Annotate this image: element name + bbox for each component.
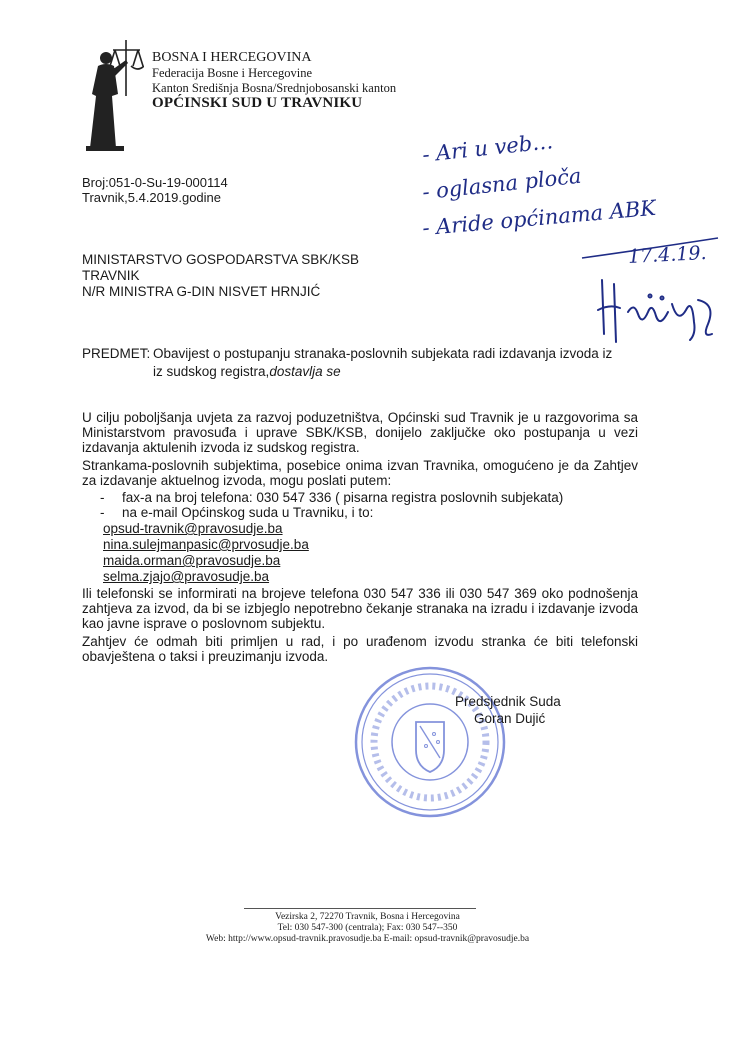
bullet-marker-1: - xyxy=(100,490,105,505)
bullet-fax: fax-a na broj telefona: 030 547 336 ( pisarna registra poslovnih subjekata) xyxy=(122,490,564,505)
footer-address: Vezirska 2, 72270 Travnik, Bosna i Hercegovina xyxy=(275,912,460,922)
recipient-ministry: MINISTARSTVO GOSPODARSTVA SBK/KSB xyxy=(82,252,360,267)
reference-number: Broj:051-0-Su-19-000114 xyxy=(82,175,228,190)
body-paragraph-2: Strankama-poslovnih subjektima, posebice onima izvan Travnika, omogućeno je da Zahtjev za izdavanje aktuelnog izvoda, mogu poslati putem: xyxy=(82,458,638,489)
header-country: BOSNA I HERCEGOVINA xyxy=(152,50,312,65)
handwritten-note-3: - Aride općinama ABK xyxy=(421,195,657,241)
recipient-attention: N/R MINISTRA G-DIN NISVET HRNJIĆ xyxy=(82,284,321,299)
subject-text-line2 xyxy=(153,364,341,379)
bullet-marker-2: - xyxy=(100,505,105,520)
body-paragraph-3: Ili telefonski se informirati na brojeve telefona 030 547 336 ili 030 547 369 oko podnošenja zahtjeva za izvod, da bi se izbjeglo nepotrebno čekanje stranaka na izradu i izdavanje izvoda kao javne isprave o poslovnom subjektu. xyxy=(82,586,638,632)
handwritten-date: 17.4.19. xyxy=(627,241,708,269)
justice-emblem-icon xyxy=(82,36,144,154)
footer-divider xyxy=(244,908,476,909)
footer-phones: Tel: 030 547-300 (centrala); Fax: 030 547--350 xyxy=(277,923,458,933)
header-canton: Kanton Središnja Bosna/Srednjobosanski kanton xyxy=(152,81,397,95)
email-link-selma[interactable]: selma.zjajo@pravosudje.ba xyxy=(103,569,270,584)
subject-text-line2-italic: dostavlja se xyxy=(269,364,341,379)
handwritten-signature-icon xyxy=(590,264,720,348)
header-court-name: OPĆINSKI SUD U TRAVNIKU xyxy=(152,95,363,111)
subject-text-line1: Obavijest o postupanju stranaka-poslovnih subjekata radi izdavanja izvoda iz xyxy=(153,346,613,361)
body-paragraph-1: U cilju poboljšanja uvjeta za razvoj poduzetništva, Općinski sud Travnik je u razgovorima sa Ministarstvom pravosuđa i uprave SBK/KSB, donijelo zaključke oko postupanja u vezi izdavanja aktulenih izvoda iz sudskog registra. xyxy=(82,410,638,456)
bullet-email: na e-mail Općinskog suda u Travniku, i to: xyxy=(122,505,374,520)
email-link-maida[interactable]: maida.orman@pravosudje.ba xyxy=(103,553,281,568)
signatory-role: Predsjednik Suda xyxy=(455,694,561,709)
handwritten-note-2: - oglasna ploča xyxy=(421,163,583,205)
email-link-nina[interactable]: nina.sulejmanpasic@prvosudje.ba xyxy=(103,537,309,552)
reference-place-date: Travnik,5.4.2019.godine xyxy=(82,190,222,205)
email-link-opsud[interactable]: opsud-travnik@pravosudje.ba xyxy=(103,521,283,536)
header-federation: Federacija Bosne i Hercegovine xyxy=(152,66,313,80)
subject-text-line2-main: iz sudskog registra, xyxy=(153,364,270,379)
subject-label: PREDMET: xyxy=(82,346,151,361)
recipient-city: TRAVNIK xyxy=(82,268,140,283)
signatory-name: Goran Dujić xyxy=(474,711,546,726)
handwritten-note-1: - Ari u veb… xyxy=(421,129,555,167)
body-paragraph-4: Zahtjev će odmah biti primljen u rad, i po urađenom izvodu stranka će biti telefonski obavještena o taksi i preuzimanju izvoda. xyxy=(82,634,638,665)
footer-web-email: Web: http://www.opsud-travnik.pravosudje.ba E-mail: opsud-travnik@pravosudje.ba xyxy=(205,934,530,944)
court-stamp-icon xyxy=(350,662,510,822)
